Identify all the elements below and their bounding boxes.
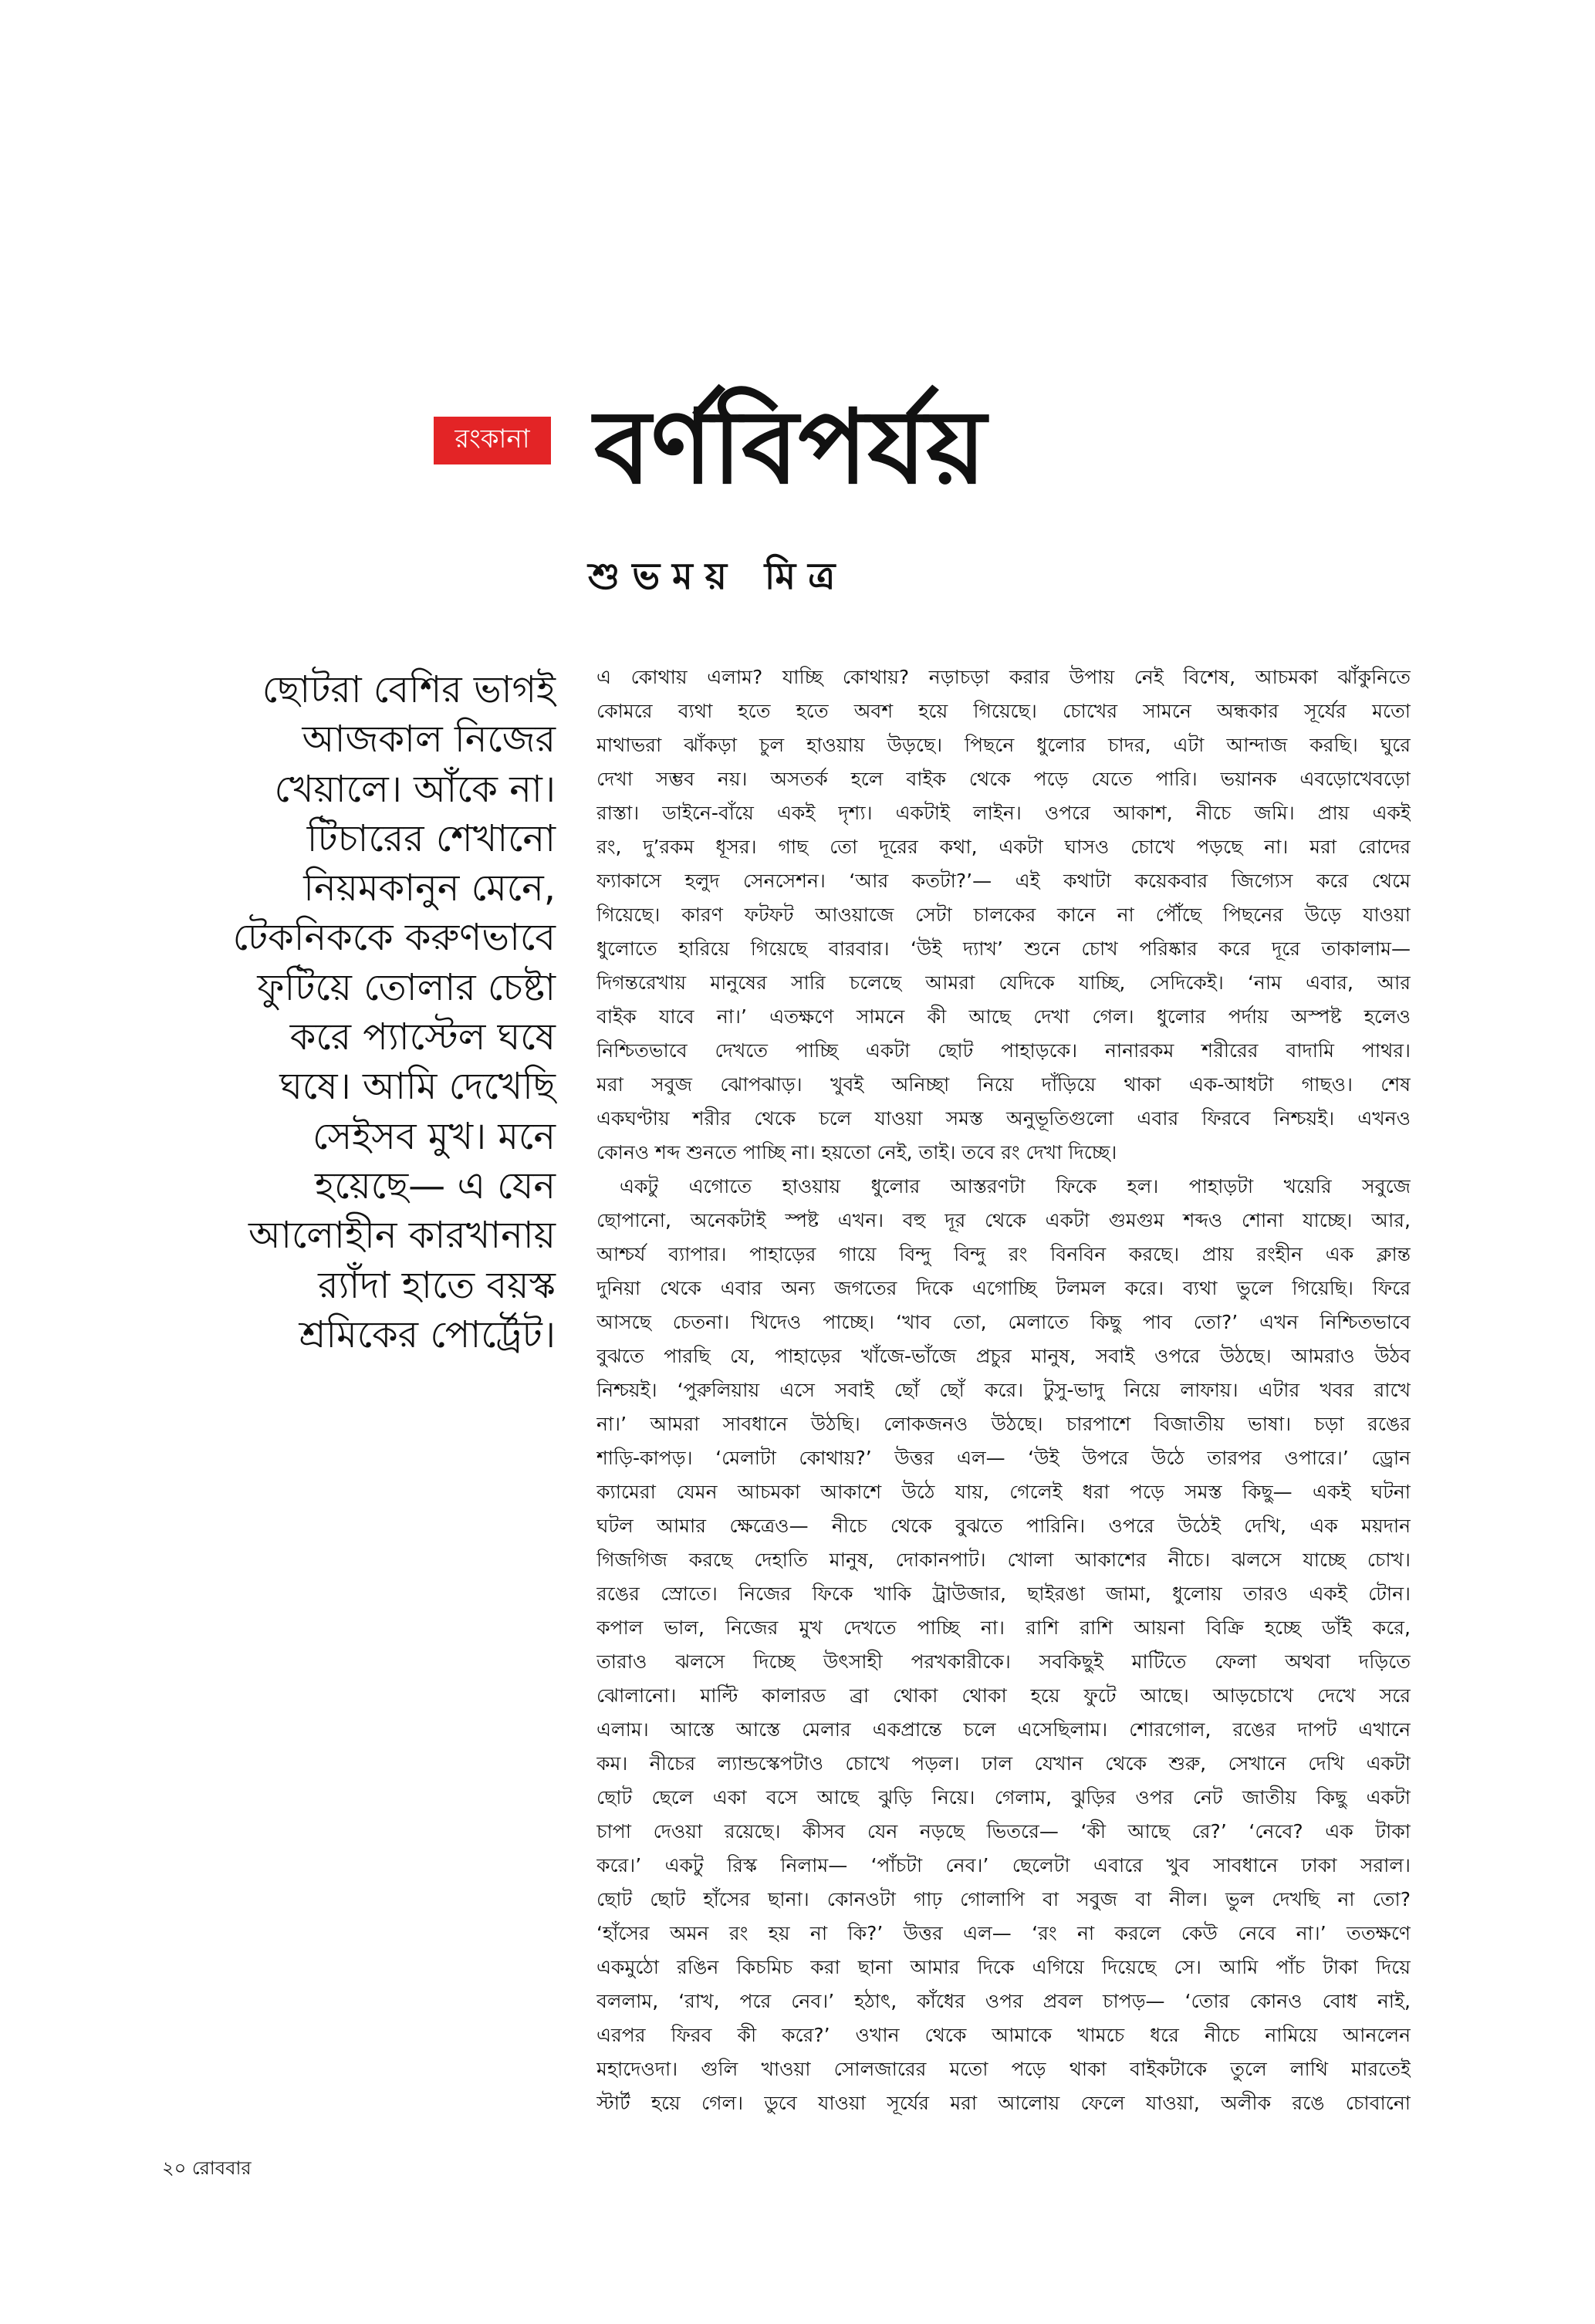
body-line: না।’ আমরা সাবধানে উঠছি। লোকজনও উঠছে। চারপাশে বিজাতীয় ভাষা। চড়া রঙের [596, 1413, 1411, 1435]
body-line: কম। নীচের ল্যান্ডস্কেপটাও চোখে পড়ল। ঢাল যেখান থেকে শুরু, সেখানে দেখি একটা [596, 1752, 1411, 1775]
body-line: গিজগিজ করছে দেহাতি মানুষ, দোকানপাট। খোলা আকাশের নীচে। ঝলসে যাচ্ছে চোখ। [596, 1549, 1411, 1571]
body-line: করে।’ একটু রিস্ক নিলাম— ‘পাঁচটা নেব।’ ছেলেটা এবারে খুব সাবধানে ঢাকা সরাল। [596, 1854, 1411, 1876]
body-line: ছোপানো, অনেকটাই স্পষ্ট এখন। বহু দূর থেকে একটা গুমগুম শব্দও শোনা যাচ্ছে। আর, [596, 1209, 1411, 1231]
author-byline: শুভময় মিত্র [588, 555, 848, 598]
pull-quote-line: টিচারের শেখানো [306, 816, 556, 860]
body-line: চাপা দেওয়া রয়েছে। কীসব যেন নড়ছে ভিতরে— ‘কী আছে রে?’ ‘নেবে? এক টাকা [596, 1820, 1411, 1843]
pull-quote-line: নিয়মকানুন মেনে, [303, 866, 556, 910]
body-line: একটু এগোতে হাওয়ায় ধুলোর আস্তরণটা ফিকে হল। পাহাড়টা খয়েরি সবুজে [620, 1175, 1411, 1197]
body-line: কপাল ভাল, নিজের মুখ দেখতে পাচ্ছি না। রাশি রাশি আয়না বিক্রি হচ্ছে ডাঁই করে, [596, 1616, 1411, 1639]
body-line: রং, দু’রকম ধূসর। গাছ তো দূরের কথা, একটা ঘাসও চোখে পড়ছে না। মরা রোদের [596, 836, 1411, 858]
pull-quote-line: করে প্যাস্টেল ঘষে [289, 1015, 556, 1059]
pull-quote-line: টেকনিককে করুণভাবে [232, 916, 556, 960]
pull-quote-line: আজকাল নিজের [302, 718, 556, 762]
body-line: ধুলোতে হারিয়ে গিয়েছে বারবার। ‘উই দ্যাখ’ শুনে চোখ পরিষ্কার করে দূরে তাকালাম— [596, 937, 1411, 960]
pull-quote-line: সেইসব মুখ। মনে [312, 1114, 556, 1158]
pull-quote-line: হয়েছে— এ যেন [315, 1164, 556, 1208]
body-line: রাস্তা। ডাইনে-বাঁয়ে একই দৃশ্য। একটাই লাইন। ওপরে আকাশ, নীচে জমি। প্রায় একই [596, 802, 1411, 824]
article-body [596, 660, 1411, 2120]
body-line: এ কোথায় এলাম? যাচ্ছি কোথায়? নড়াচড়া করার উপায় নেই বিশেষ, আচমকা ঝাঁকুনিতে [596, 666, 1411, 688]
body-line: ক্যামেরা যেমন আচমকা আকাশে উঠে যায়, গেলেই ধরা পড়ে সমস্ত কিছু— একই ঘটনা [596, 1481, 1411, 1503]
pull-quote-line: খেয়ালে। আঁকে না। [274, 767, 556, 811]
body-line: শাড়ি-কাপড়। ‘মেলাটা কোথায়?’ উত্তর এল— ‘উই উপরে উঠে তারপর ওপারে।’ ড্রোন [596, 1447, 1411, 1469]
pull-quote-line: র‍্যাঁদা হাতে বয়স্ক [318, 1263, 556, 1307]
body-line: নিশ্চিতভাবে দেখতে পাচ্ছি একটা ছোট পাহাড়কে। নানারকম শরীরের বাদামি পাথর। [596, 1039, 1411, 1062]
body-line: কোনও শব্দ শুনতে পাচ্ছি না। হয়তো নেই, তাই। তবে রং দেখা দিচ্ছে। [596, 1141, 1117, 1164]
body-line: এরপর ফিরব কী করে?’ ওখান থেকে আমাকে খামচে ধরে নীচে নামিয়ে আনলেন [596, 2024, 1411, 2046]
body-line: মাথাভরা ঝাঁকড়া চুল হাওয়ায় উড়ছে। পিছনে ধুলোর চাদর, এটা আন্দাজ করছি। ঘুরে [596, 734, 1411, 756]
body-line: ‘হাঁসের অমন রং হয় না কি?’ উত্তর এল— ‘রং না করলে কেউ নেবে না।’ ততক্ষণে [596, 1922, 1411, 1944]
body-line: কোমরে ব্যথা হতে হতে অবশ হয়ে গিয়েছে। চোখের সামনে অন্ধকার সূর্যের মতো [596, 700, 1411, 722]
body-line: আসছে চেতনা। খিদেও পাচ্ছে। ‘খাব তো, মেলাতে কিছু পাব তো?’ এখন নিশ্চিতভাবে [596, 1311, 1411, 1333]
pull-quote-line: ছোটরা বেশির ভাগই [262, 668, 556, 711]
pull-quote-line: ঘষে। আমি দেখেছি [279, 1065, 556, 1109]
pull-quote-line: শ্রমিকের পোর্ট্রেট। [299, 1312, 556, 1356]
body-line: গিয়েছে। কারণ ফটফট আওয়াজে সেটা চালকের কানে না পৌঁছে পিছনের উড়ে যাওয়া [596, 904, 1411, 926]
section-badge: রংকানা [434, 417, 551, 464]
body-line: বুঝতে পারছি যে, পাহাড়ের খাঁজে-ভাঁজে প্রচুর মানুষ, সবাই ওপরে উঠছে। আমরাও উঠব [596, 1345, 1411, 1367]
body-line: দেখা সম্ভব নয়। অসতর্ক হলে বাইক থেকে পড়ে যেতে পারি। ভয়ানক এবড়োখেবড়ো [596, 768, 1411, 790]
body-line: ঝোলানো। মাল্টি কালারড ব্রা থোকা থোকা হয়ে ফুটে আছে। আড়চোখে দেখে সরে [596, 1684, 1411, 1707]
body-line: একঘণ্টায় শরীর থেকে চলে যাওয়া সমস্ত অনুভূতিগুলো এবার ফিরবে নিশ্চয়ই। এখনও [596, 1107, 1411, 1130]
body-line: ছোট ছেলে একা বসে আছে ঝুড়ি নিয়ে। গেলাম, ঝুড়ির ওপর নেট জাতীয় কিছু একটা [596, 1786, 1411, 1809]
body-line: রঙের স্রোতে। নিজের ফিকে খাকি ট্রাউজার, ছাইরঙা জামা, ধুলোয় তারও একই টোন। [596, 1583, 1411, 1605]
body-line: ফ্যাকাসে হলুদ সেনসেশন। ‘আর কতটা?’— এই কথাটা কয়েকবার জিগ্যেস করে থেমে [596, 870, 1411, 892]
pull-quote-line: আলোহীন কারখানায় [248, 1214, 556, 1258]
body-line: বললাম, ‘রাখ, পরে নেব।’ হঠাৎ, কাঁধের ওপর প্রবল চাপড়— ‘তোর কোনও বোধ নাই, [596, 1990, 1411, 2012]
body-line: দুনিয়া থেকে এবার অন্য জগতের দিকে এগোচ্ছি টলমল করে। ব্যথা ভুলে গিয়েছি। ফিরে [596, 1277, 1411, 1299]
pull-quote [193, 665, 556, 1360]
page-folio: ২০ রোববার [162, 2157, 252, 2179]
body-line: নিশ্চয়ই। ‘পুরুলিয়ায় এসে সবাই ছোঁ ছোঁ করে। টুসু-ভাদু নিয়ে লাফায়। এটার খবর রাখে [596, 1379, 1411, 1401]
body-line: মরা সবুজ ঝোপঝাড়। খুবই অনিচ্ছা নিয়ে দাঁড়িয়ে থাকা এক-আধটা গাছও। শেষ [596, 1073, 1411, 1096]
pull-quote-line: ফুটিয়ে তোলার চেষ্টা [257, 965, 556, 1009]
body-line: একমুঠো রঙিন কিচমিচ করা ছানা আমার দিকে এগিয়ে দিয়েছে সে। আমি পাঁচ টাকা দিয়ে [596, 1956, 1411, 1978]
body-line: ঘটল আমার ক্ষেত্রেও— নীচে থেকে বুঝতে পারিনি। ওপরে উঠেই দেখি, এক ময়দান [596, 1515, 1411, 1537]
body-line: মহাদেওদা। গুলি খাওয়া সোলজারের মতো পড়ে থাকা বাইকটাকে তুলে লাথি মারতেই [596, 2058, 1411, 2080]
body-line: স্টার্ট হয়ে গেল। ডুবে যাওয়া সূর্যের মরা আলোয় ফেলে যাওয়া, অলীক রঙে চোবানো [596, 2092, 1411, 2114]
body-line: বাইক যাবে না।’ এতক্ষণে সামনে কী আছে দেখা গেল। ধুলোর পর্দায় অস্পষ্ট হলেও [596, 1005, 1411, 1028]
body-line: ছোট ছোট হাঁসের ছানা। কোনওটা গাঢ় গোলাপি বা সবুজ বা নীল। ভুল দেখছি না তো? [596, 1888, 1411, 1910]
body-line: এলাম। আস্তে আস্তে মেলার একপ্রান্তে চলে এসেছিলাম। শোরগোল, রঙের দাপট এখানে [596, 1718, 1411, 1741]
body-line: তারাও ঝলসে দিচ্ছে উৎসাহী পরখকারীকে। সবকিছুই মাটিতে ফেলা অথবা দড়িতে [596, 1650, 1411, 1673]
article-title: বর্ণবিপর্যয় [594, 388, 986, 507]
body-line: আশ্চর্য ব্যাপার। পাহাড়ের গায়ে বিন্দু বিন্দু রং বিনবিন করছে। প্রায় রংহীন এক ক্লান্ত [596, 1243, 1411, 1265]
body-line: দিগন্তরেখায় মানুষের সারি চলেছে আমরা যেদিকে যাচ্ছি, সেদিকেই। ‘নাম এবার, আর [596, 971, 1411, 994]
